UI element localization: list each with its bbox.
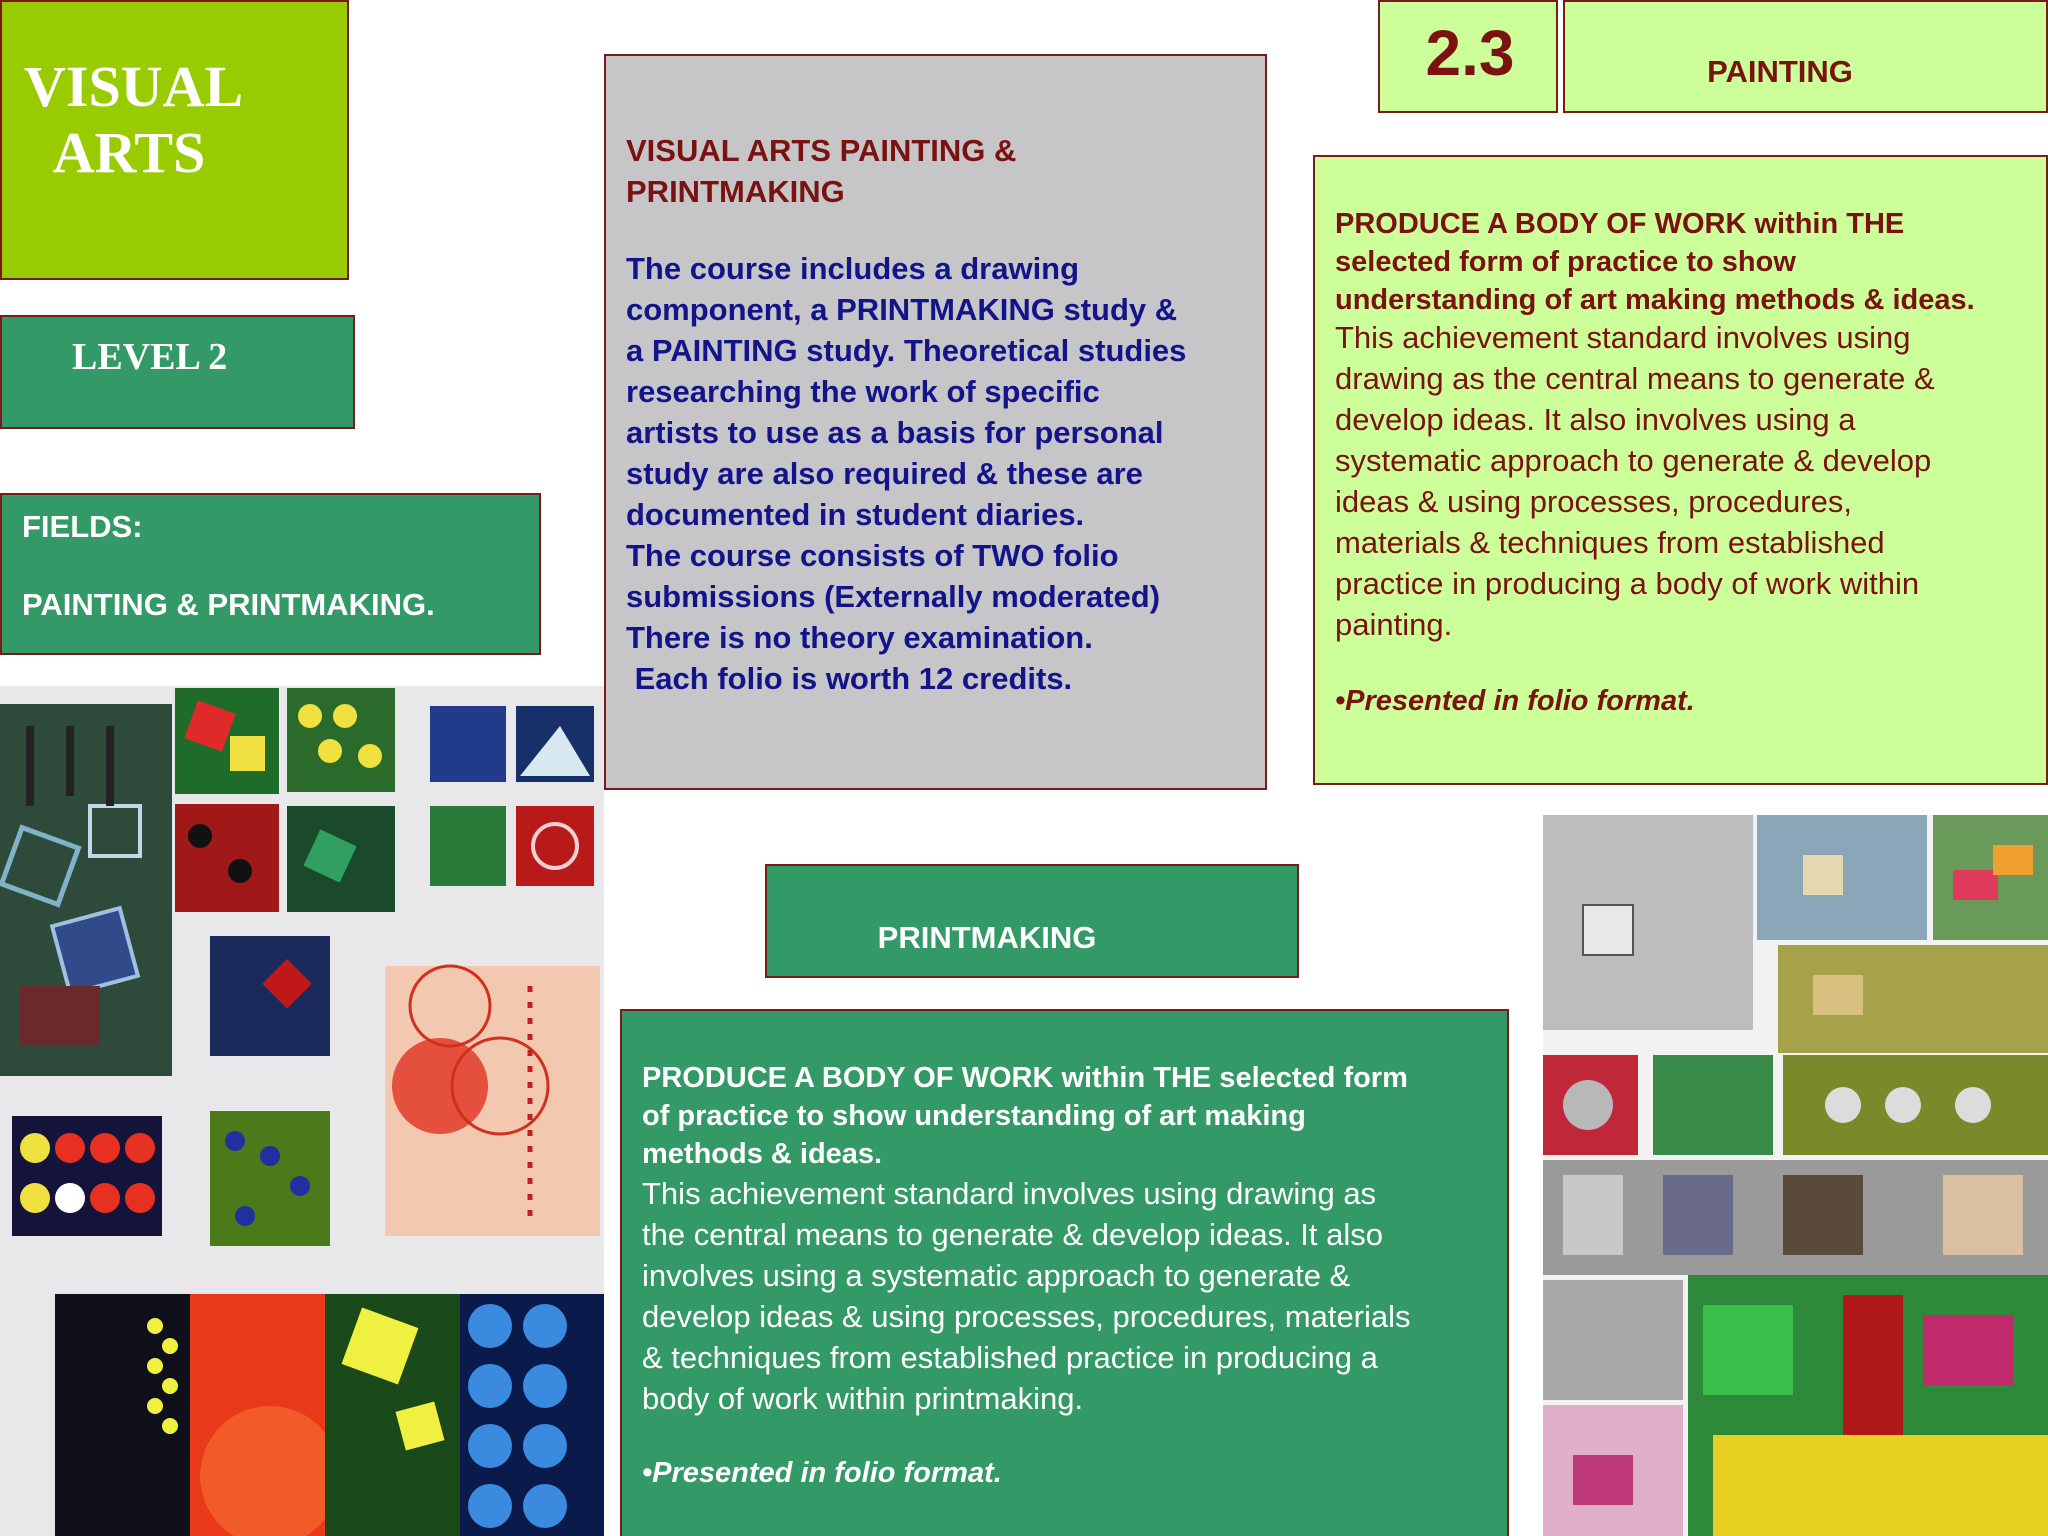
level-label: LEVEL 2 [72,336,228,378]
course-body-line: study are also required & these are [626,456,1143,491]
course-body-line: Each folio is worth 12 credits. [626,661,1073,696]
course-body-line: There is no theory examination. [626,620,1093,655]
course-body-line: artists to use as a basis for personal [626,415,1164,450]
painting-header-box [1563,0,2048,113]
printmaking-heading [642,1059,1492,1173]
printmaking-body-line: involves using a systematic approach to generate & [642,1258,1351,1293]
course-heading [626,130,1226,212]
course-body-line: component, a PRINTMAKING study & [626,292,1178,327]
painting-footer: •Presented in folio format. [1335,685,1695,717]
painting-body-line: practice in producing a body of work within [1335,566,1920,601]
printmaking-description-box [620,1009,1509,1536]
painting-body-line: materials & techniques from established [1335,525,1885,560]
course-body [626,248,1256,699]
title-line-1: VISUAL [24,54,244,119]
fields-value: PAINTING & PRINTMAKING. [22,587,435,622]
fields-box [0,493,541,655]
painting-body-line: ideas & using processes, procedures, [1335,484,1852,519]
painting-header: PAINTING [1707,54,1853,89]
printmaking-heading-line: methods & ideas. [642,1138,883,1170]
printmaking-body-line: This achievement standard involves using drawing as [642,1176,1377,1211]
painting-body-line: develop ideas. It also involves using a [1335,402,1856,437]
printmaking-body-line: body of work within printmaking. [642,1381,1084,1416]
painting-body-line: painting. [1335,607,1453,642]
painting-body-line: This achievement standard involves using [1335,320,1911,355]
fields-label: FIELDS: [22,509,143,544]
course-body-line: researching the work of specific [626,374,1100,409]
course-heading-line: VISUAL ARTS PAINTING & [626,133,1017,168]
painting-heading-line: understanding of art making methods & ideas. [1335,284,1975,316]
course-body-line: submissions (Externally moderated) [626,579,1161,614]
course-body-line: The course consists of TWO folio [626,538,1119,573]
title [24,54,244,186]
printmaking-heading-line: PRODUCE A BODY OF WORK within THE selected form [642,1062,1408,1094]
title-box [0,0,349,280]
course-body-line: documented in student diaries. [626,497,1085,532]
painting-heading-line: PRODUCE A BODY OF WORK within THE [1335,208,1905,240]
painting-body [1335,317,2040,645]
printmaking-body-line: & techniques from established practice in producing a [642,1340,1378,1375]
course-heading-line: PRINTMAKING [626,174,845,209]
printmaking-header: PRINTMAKING [877,920,1097,955]
painting-body-line: systematic approach to generate & develop [1335,443,1932,478]
printmaking-body [642,1173,1497,1419]
printmaking-body-line: the central means to generate & develop ideas. It also [642,1217,1384,1252]
printmaking-artwork-collage [0,686,604,1536]
course-description-box [604,54,1267,790]
painting-heading-line: selected form of practice to show [1335,246,1796,278]
standard-number-box [1378,0,1558,113]
painting-description-box [1313,155,2048,785]
painting-artwork-collage [1543,815,2048,1536]
printmaking-header-box [765,864,1299,978]
printmaking-body-line: develop ideas & using processes, procedures, materials [642,1299,1411,1334]
standard-number: 2.3 [1425,17,1515,89]
course-body-line: a PAINTING study. Theoretical studies [626,333,1187,368]
printmaking-footer: •Presented in folio format. [642,1457,1002,1489]
level-box [0,315,355,429]
printmaking-heading-line: of practice to show understanding of art making [642,1100,1306,1132]
course-body-line: The course includes a drawing [626,251,1080,286]
painting-heading [1335,205,2040,319]
title-line-2: ARTS [52,120,206,185]
painting-body-line: drawing as the central means to generate & [1335,361,1935,396]
